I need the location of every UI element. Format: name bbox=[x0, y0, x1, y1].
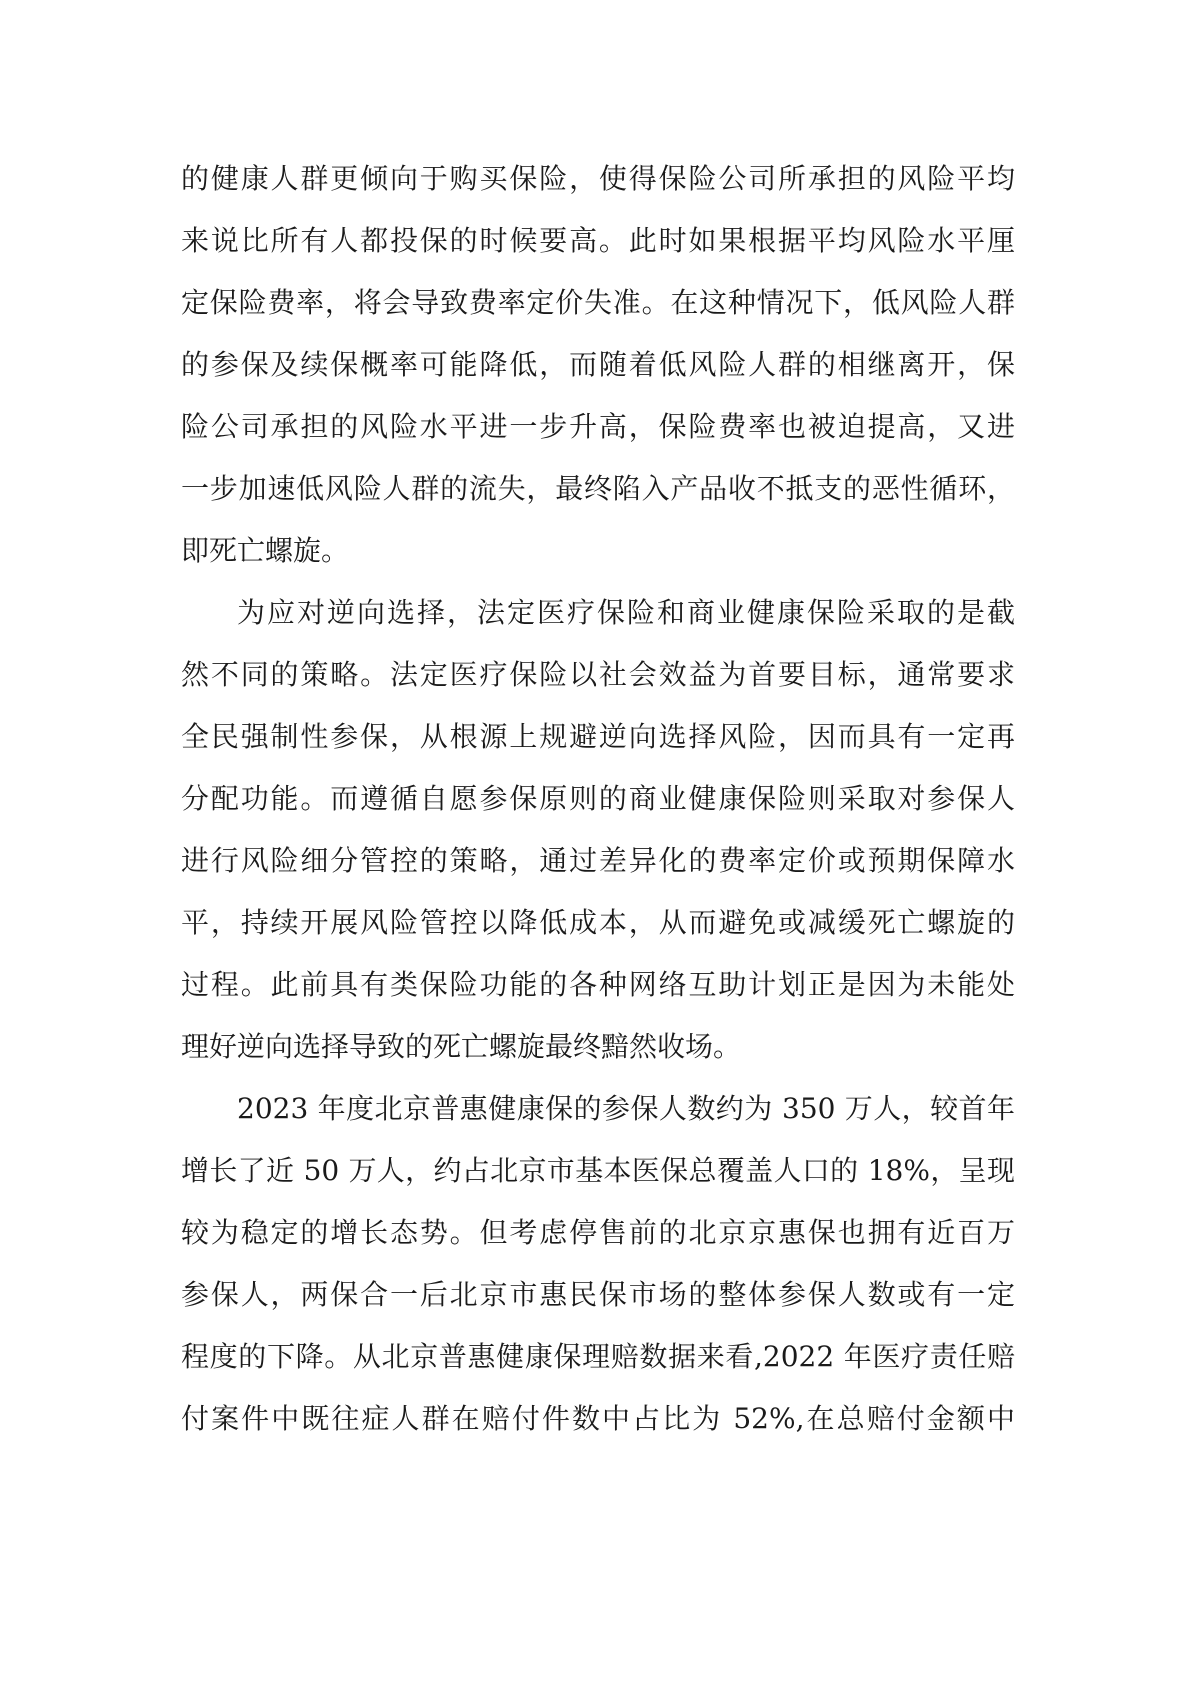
text-line: 较为稳定的增长态势。但考虑停售前的北京京惠保也拥有近百万 bbox=[181, 1216, 1015, 1249]
text-line: 的健康人群更倾向于购买保险，使得保险公司所承担的风险平均 bbox=[181, 162, 1015, 195]
text-line: 然不同的策略。法定医疗保险以社会效益为首要目标，通常要求 bbox=[181, 658, 1015, 691]
text-line: 险公司承担的风险水平进一步升高，保险费率也被迫提高，又进 bbox=[181, 410, 1015, 443]
text-line: 定保险费率，将会导致费率定价失准。在这种情况下，低风险人群 bbox=[181, 286, 1015, 319]
text-line: 付案件中既往症人群在赔付件数中占比为 52%,在总赔付金额中 bbox=[181, 1402, 1015, 1435]
text-line: 过程。此前具有类保险功能的各种网络互助计划正是因为未能处 bbox=[181, 968, 1015, 1001]
text-line: 2023 年度北京普惠健康保的参保人数约为 350 万人，较首年 bbox=[237, 1092, 1015, 1125]
text-line: 理好逆向选择导致的死亡螺旋最终黯然收场。 bbox=[181, 1030, 742, 1063]
text-line: 平，持续开展风险管控以降低成本，从而避免或减缓死亡螺旋的 bbox=[181, 906, 1015, 939]
text-line: 全民强制性参保，从根源上规避逆向选择风险，因而具有一定再 bbox=[181, 720, 1015, 753]
text-line: 来说比所有人都投保的时候要高。此时如果根据平均风险水平厘 bbox=[181, 224, 1015, 257]
text-line: 分配功能。而遵循自愿参保原则的商业健康保险则采取对参保人 bbox=[181, 782, 1015, 815]
text-line: 参保人，两保合一后北京市惠民保市场的整体参保人数或有一定 bbox=[181, 1278, 1015, 1311]
text-line: 为应对逆向选择，法定医疗保险和商业健康保险采取的是截 bbox=[237, 596, 1015, 629]
text-line: 一步加速低风险人群的流失，最终陷入产品收不抵支的恶性循环， bbox=[181, 472, 1015, 505]
body-text bbox=[181, 148, 1015, 1450]
text-line: 进行风险细分管控的策略，通过差异化的费率定价或预期保障水 bbox=[181, 844, 1015, 877]
paragraph-3 bbox=[181, 1078, 1015, 1450]
text-line: 的参保及续保概率可能降低，而随着低风险人群的相继离开，保 bbox=[181, 348, 1015, 381]
paragraph-1 bbox=[181, 148, 1015, 582]
text-line: 增长了近 50 万人，约占北京市基本医保总覆盖人口的 18%，呈现 bbox=[181, 1154, 1015, 1187]
paragraph-2 bbox=[181, 582, 1015, 1078]
text-line: 程度的下降。从北京普惠健康保理赔数据来看,2022 年医疗责任赔 bbox=[181, 1340, 1015, 1373]
text-line: 即死亡螺旋。 bbox=[181, 534, 350, 567]
